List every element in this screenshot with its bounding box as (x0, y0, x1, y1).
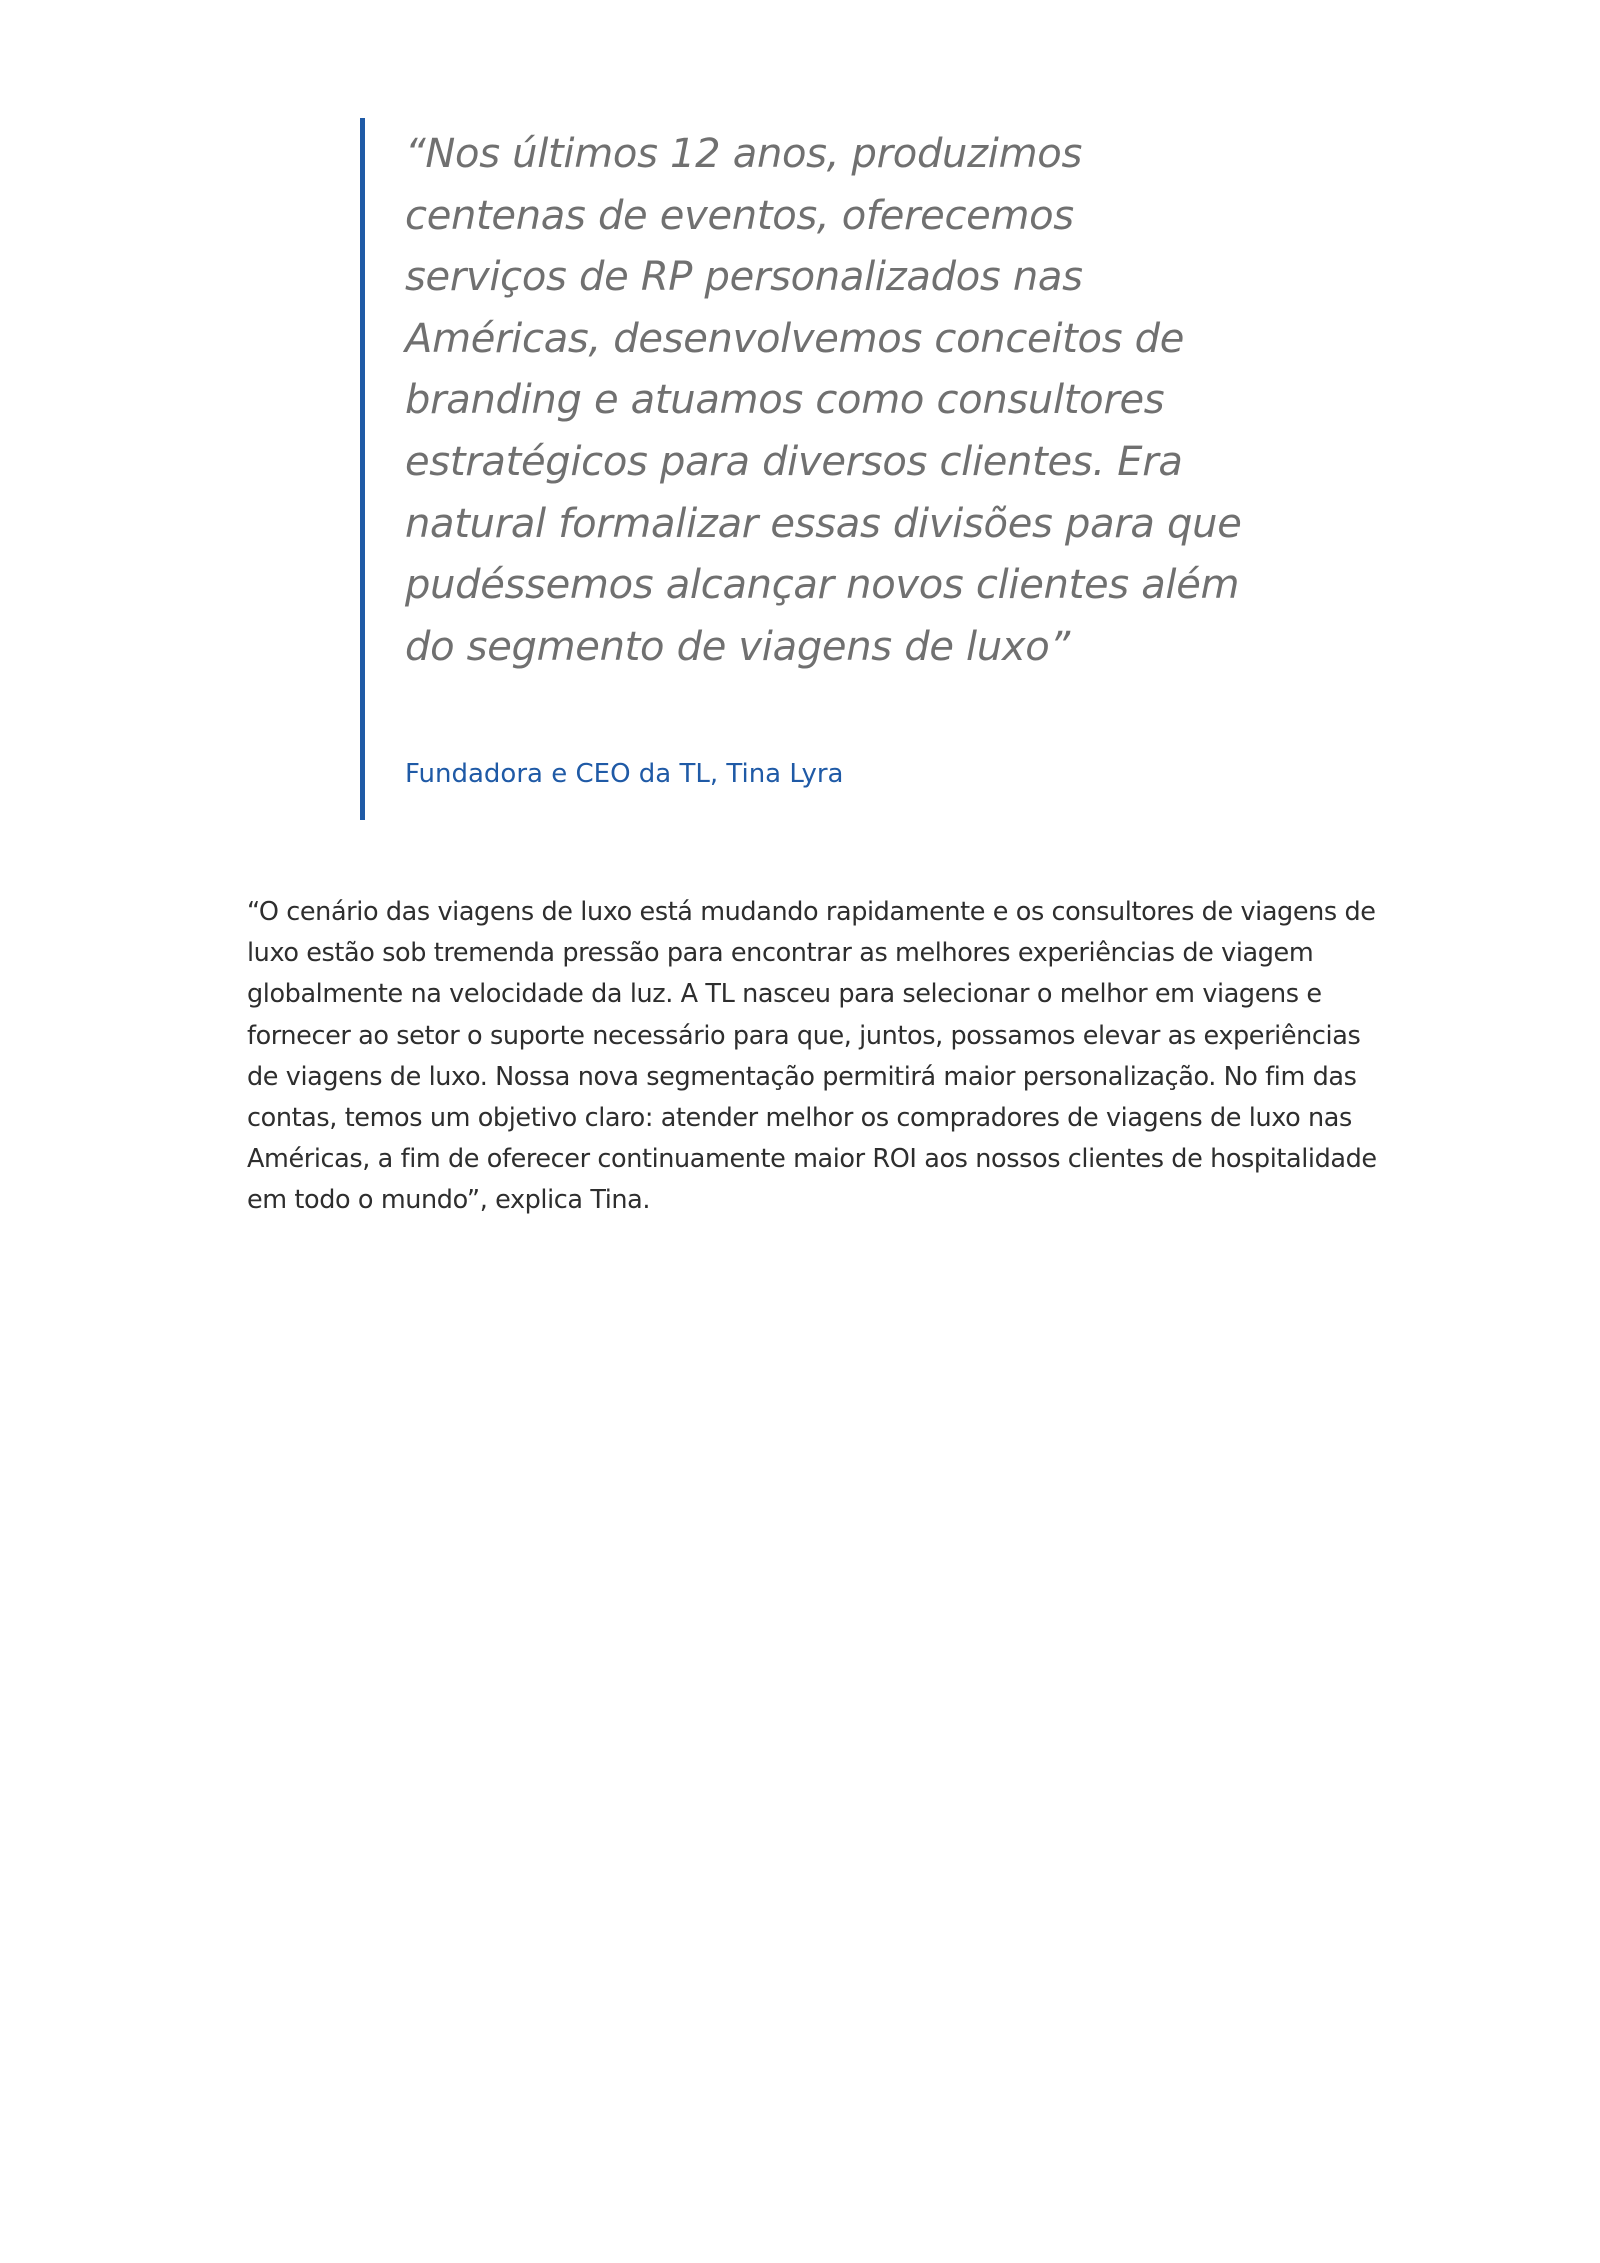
quote-text: “Nos últimos 12 anos, produzimos centenas de eventos, oferecemos serviços de RP personalizados nas Américas, desenvolvemos conceitos de branding e atuamos como consultores estratégicos para diversos clientes. Era natural formalizar essas divisões para que pudéssemos alcançar novos clientes além do segmento de viagens de luxo” (405, 131, 1242, 670)
pull-quote (360, 118, 1280, 820)
body-paragraph: “O cenário das viagens de luxo está mudando rapidamente e os consultores de viagens de luxo estão sob tremenda pressão para encontrar as melhores experiências de viagem globalmente na velocidade da luz. A TL nasceu para selecionar o melhor em viagens e fornecer ao setor o suporte necessário para que, juntos, possamos elevar as experiências de viagens de luxo. Nossa nova segmentação permitirá maior personalização. No fim das contas, temos um objetivo claro: atender melhor os compradores de viagens de luxo nas Américas, a fim de oferecer continuamente maior ROI aos nossos clientes de hospitalidade em todo o mundo”, explica Tina. (247, 897, 1377, 1216)
quote-attribution: Fundadora e CEO da TL, Tina Lyra (405, 759, 844, 789)
